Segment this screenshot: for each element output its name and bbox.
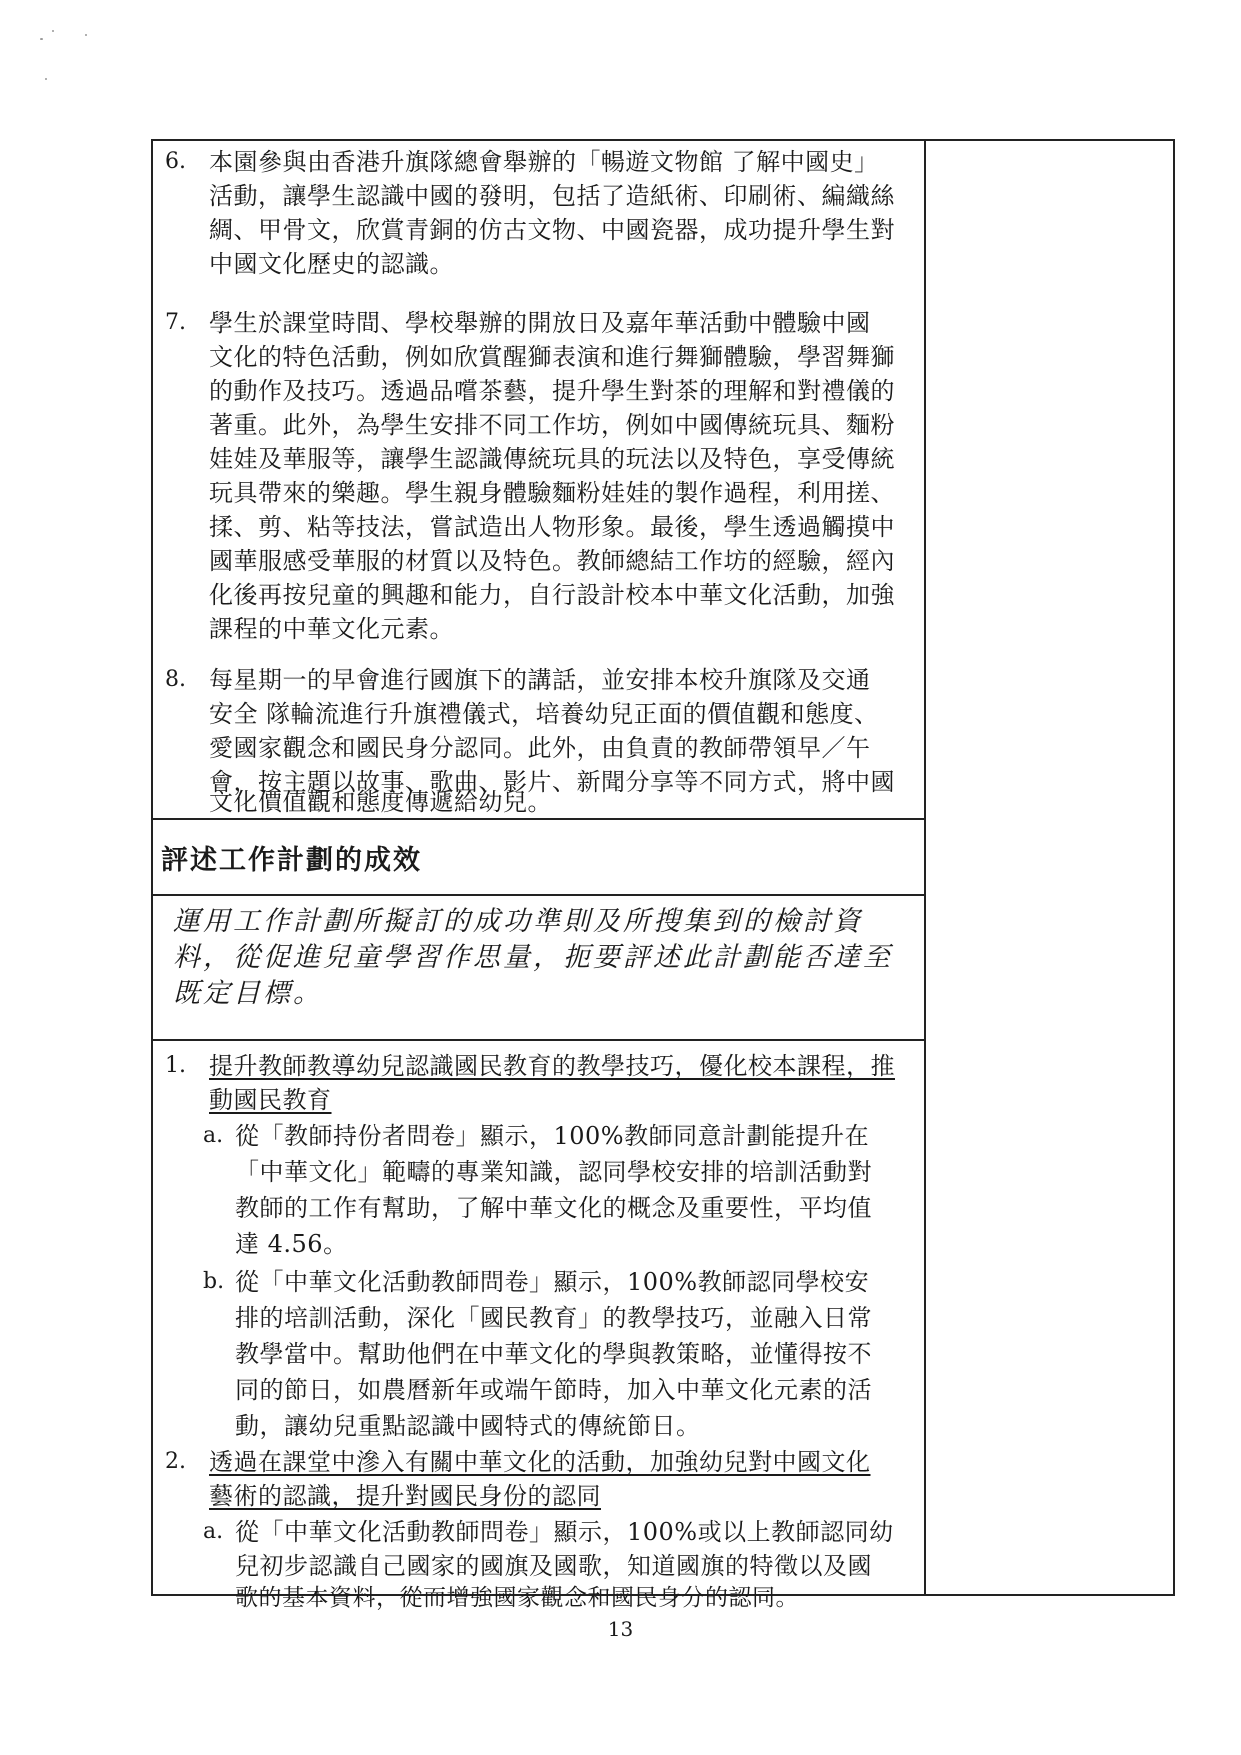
- scan-speck: [45, 78, 47, 80]
- content-column: [153, 141, 926, 1611]
- text-line: 兒初步認識自己國家的國旗及國歌，知道國旗的特徵以及國: [235, 1552, 872, 1580]
- scan-speck: [52, 30, 54, 32]
- text-line: 從「中華文化活動教師問卷」顯示，100%或以上教師認同幼: [235, 1518, 894, 1546]
- text-line: 教師的工作有幫助，了解中華文化的概念及重要性，平均值: [235, 1194, 872, 1222]
- text-line: 本園參與由香港升旗隊總會舉辦的「暢遊文物館 了解中國史」: [209, 148, 879, 176]
- instruction-cell: [153, 894, 924, 1039]
- item-number: 2.: [165, 1449, 186, 1474]
- document-table: [151, 139, 1175, 1611]
- text-line: 排的培訓活動，深化「國民教育」的教學技巧，並融入日常: [235, 1304, 872, 1332]
- text-line: 著重。此外，為學生安排不同工作坊，例如中國傳統玩具、麵粉: [209, 411, 895, 439]
- text-line: 動，讓幼兒重點認識中國特式的傳統節日。: [235, 1412, 701, 1440]
- goal-title-line: 透過在課堂中滲入有關中華文化的活動，加強幼兒對中國文化: [209, 1448, 871, 1476]
- text-line: 歌的基本資料，從而增強國家觀念和國民身分的認同。: [235, 1585, 799, 1611]
- goal-title-line: 提升教師教導幼兒認識國民教育的教學技巧，優化校本課程，推: [209, 1052, 895, 1080]
- instruction-line: 運用工作計劃所擬訂的成功準則及所搜集到的檢討資: [173, 906, 863, 937]
- text-line: 文化價值觀和態度傳遞給幼兒。: [209, 788, 552, 816]
- text-line: 愛國家觀念和國民身分認同。此外，由負責的教師帶領早／午: [209, 734, 871, 762]
- text-line: 從「中華文化活動教師問卷」顯示，100%教師認同學校安: [235, 1268, 870, 1296]
- text-line: 學生於課堂時間、學校舉辦的開放日及嘉年華活動中體驗中國: [209, 309, 871, 337]
- text-line: 玩具帶來的樂趣。學生親身體驗麵粉娃娃的製作過程，利用搓、: [209, 479, 895, 507]
- subitem-letter: b.: [203, 1269, 225, 1294]
- text-line: 化後再按兒童的興趣和能力，自行設計校本中華文化活動，加強: [209, 581, 895, 609]
- instruction-line: 料，從促進兒童學習作思量，扼要評述此計劃能否達至: [173, 942, 893, 973]
- text-line: 「中華文化」範疇的專業知識，認同學校安排的培訓活動對: [235, 1158, 872, 1186]
- item-number: 6.: [165, 149, 186, 174]
- text-line: 中國文化歷史的認識。: [209, 250, 454, 278]
- text-line: 教學當中。幫助他們在中華文化的學與教策略，並懂得按不: [235, 1340, 872, 1368]
- page-number: 13: [607, 1617, 634, 1641]
- text-line: 同的節日，如農曆新年或端午節時，加入中華文化元素的活: [235, 1376, 872, 1404]
- evaluation-cell: [153, 1039, 924, 1611]
- text-line: 從「教師持份者問卷」顯示，100%教師同意計劃能提升在: [235, 1122, 870, 1150]
- item-number: 8.: [165, 667, 186, 692]
- text-line: 娃娃及華服等，讓學生認識傳統玩具的玩法以及特色，享受傳統: [209, 445, 895, 473]
- item-number: 1.: [165, 1053, 186, 1078]
- text-line: 的動作及技巧。透過品嚐茶藝，提升學生對茶的理解和對禮儀的: [209, 377, 895, 405]
- subitem-letter: a.: [203, 1519, 224, 1544]
- text-line: 課程的中華文化元素。: [209, 615, 454, 643]
- item-number: 7.: [165, 310, 186, 335]
- subitem-letter: a.: [203, 1123, 224, 1148]
- activities-cell: [153, 141, 924, 818]
- section-heading: 評述工作計劃的成效: [161, 845, 422, 876]
- goal-title-line: 動國民教育: [209, 1086, 332, 1114]
- text-line: 會，按主題以故事、歌曲、影片、新聞分享等不同方式，將中國: [209, 768, 895, 796]
- text-line: 文化的特色活動，例如欣賞醒獅表演和進行舞獅體驗，學習舞獅: [209, 343, 895, 371]
- text-line: 國華服感受華服的材質以及特色。教師總結工作坊的經驗，經內: [209, 547, 895, 575]
- scan-speck: [85, 34, 87, 36]
- goal-title-line: 藝術的認識，提升對國民身份的認同: [209, 1482, 601, 1510]
- text-line: 達 4.56。: [235, 1230, 348, 1258]
- text-line: 活動，讓學生認識中國的發明，包括了造紙術、印刷術、編織絲: [209, 182, 895, 210]
- text-line: 每星期一的早會進行國旗下的講話，並安排本校升旗隊及交通: [209, 666, 871, 694]
- text-line: 綢、甲骨文，欣賞青銅的仿古文物、中國瓷器，成功提升學生對: [209, 216, 895, 244]
- text-line: 安全 隊輪流進行升旗禮儀式，培養幼兒正面的價值觀和態度、: [209, 700, 879, 728]
- section-heading-cell: [153, 818, 924, 894]
- instruction-line: 既定目標。: [173, 978, 323, 1009]
- text-line: 揉、剪、粘等技法，嘗試造出人物形象。最後，學生透過觸摸中: [209, 513, 895, 541]
- scan-speck: [40, 38, 43, 40]
